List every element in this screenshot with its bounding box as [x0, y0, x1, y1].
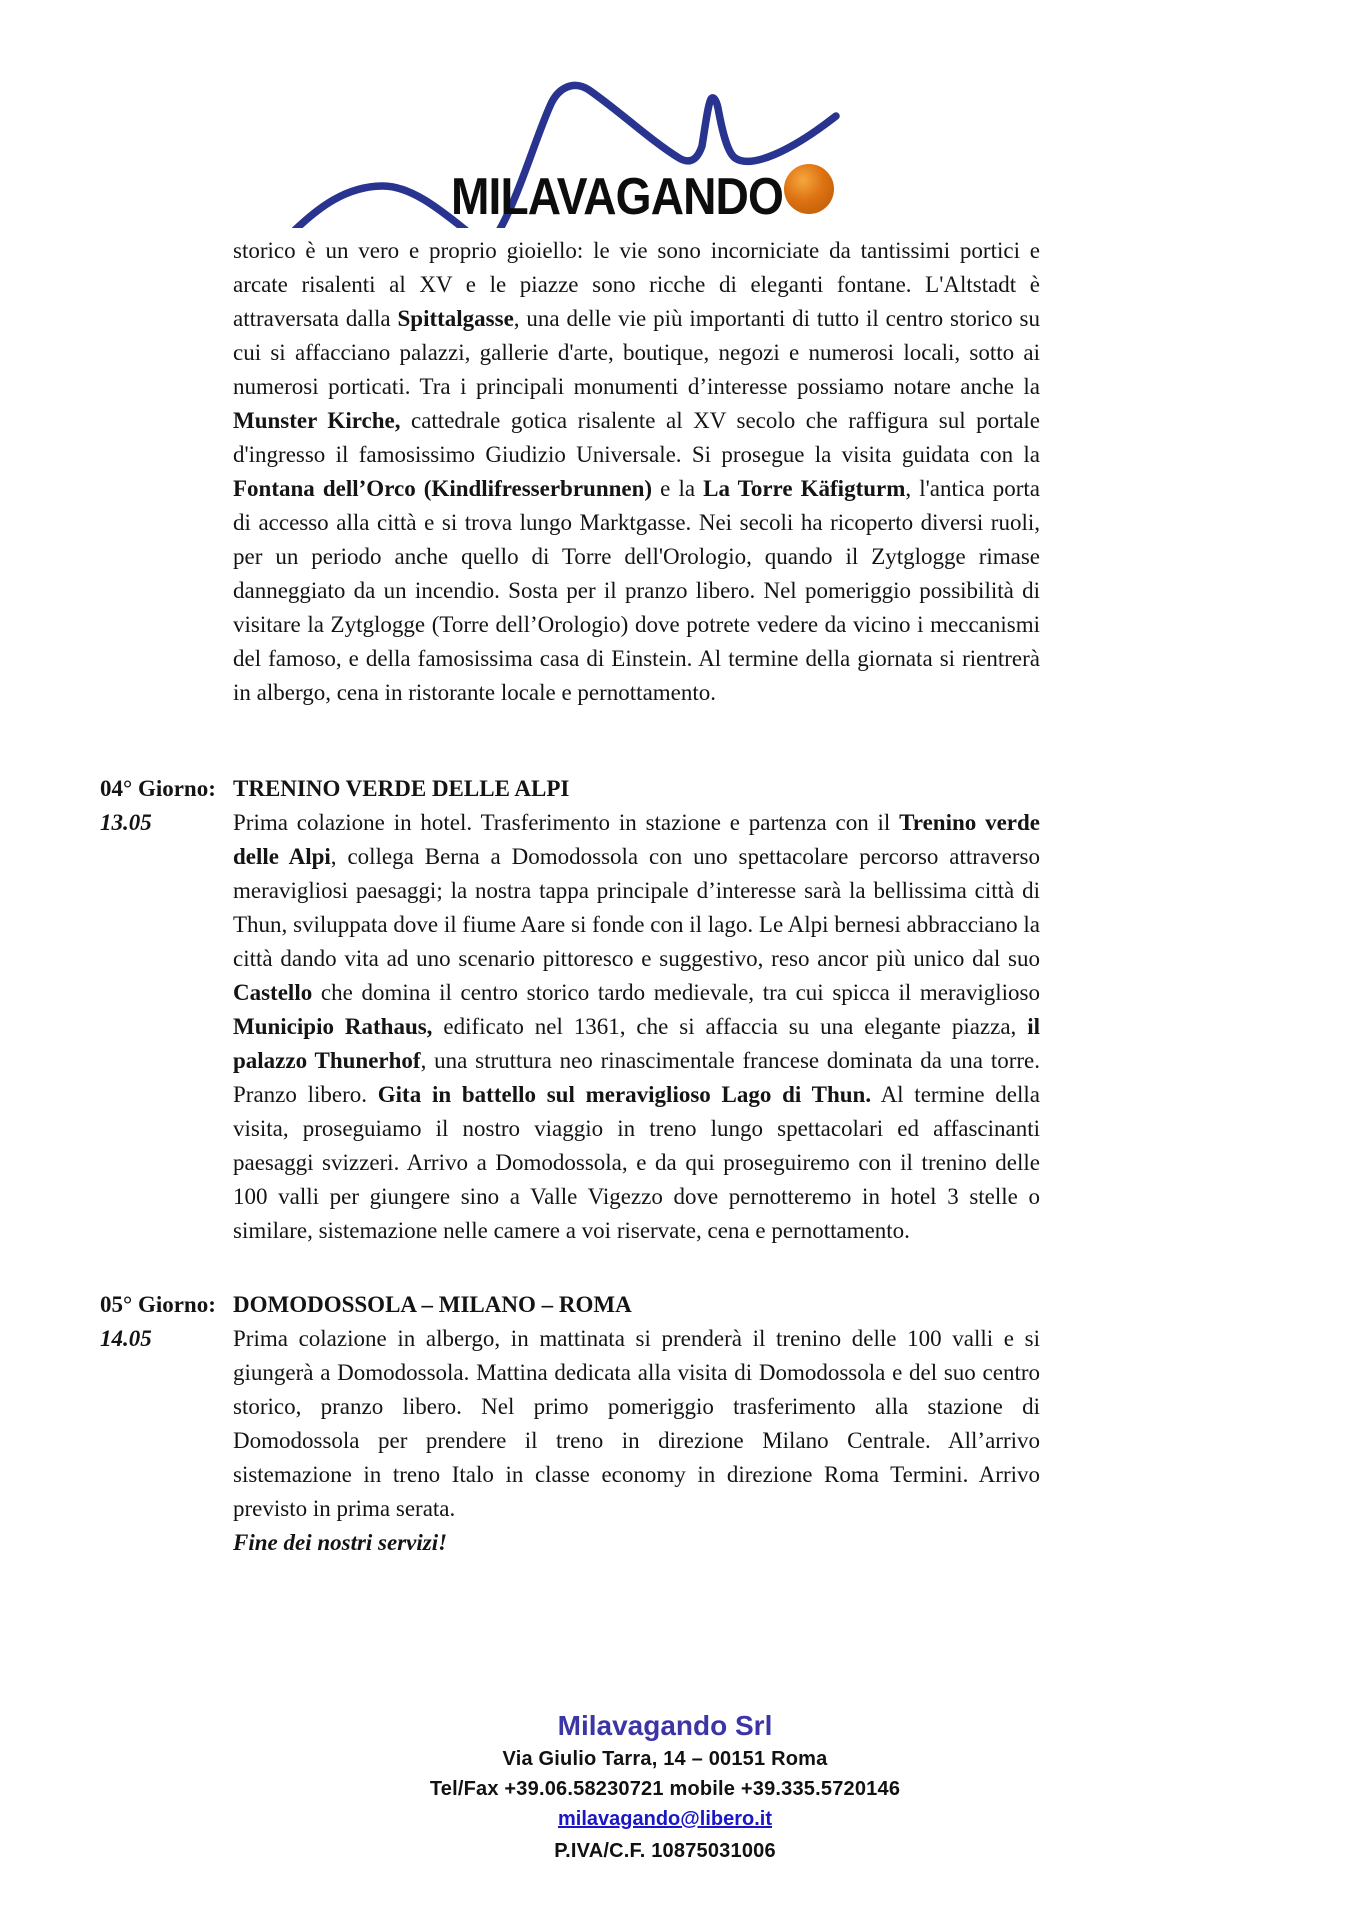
- section-day-04: [100, 772, 1040, 1248]
- day-05-content: [233, 1288, 1040, 1560]
- day-04-content: [233, 772, 1040, 1248]
- day-04-labels: [100, 772, 233, 840]
- document-body: [0, 234, 1040, 1560]
- footer: [0, 1708, 1330, 1866]
- day-04-paragraph: Prima colazione in hotel. Trasferimento in stazione e partenza con il Trenino verde delle Alpi, collega Berna a Domodossola con uno spettacolare percorso attraverso meravigliosi paesaggi; la nostra tappa principale d’interesse sarà la bellissima città di Thun, sviluppata dove il fiume Aare si fonde con il lago. Le Alpi bernesi abbracciano la città dando vita ad uno scenario pittoresco e suggestivo, reso ancor più unico dal suo Castello che domina il centro storico tardo medievale, tra cui spicca il meraviglioso Municipio Rathaus, edificato nel 1361, che si affaccia su una elegante piazza, il palazzo Thunerhof, una struttura neo rinascimentale francese dominata da una torre. Pranzo libero. Gita in battello sul meraviglioso Lago di Thun. Al termine della visita, proseguiamo il nostro viaggio in treno lungo spettacolari ed affascinanti paesaggi svizzeri. Arrivo a Domodossola, e da qui proseguiremo con il trenino delle 100 valli per giungere sino a Valle Vigezzo dove pernotteremo in hotel 3 stelle o similare, sistemazione nelle camere a voi riservate, cena e pernottamento.: [233, 810, 1040, 1243]
- footer-address: Via Giulio Tarra, 14 – 00151 Roma: [502, 1748, 828, 1770]
- logo-text: MILAVAGANDO: [451, 168, 783, 226]
- footer-company-name: Milavagando Srl: [557, 1710, 773, 1741]
- day-04-date: 13.05: [100, 810, 152, 835]
- footer-phone: Tel/Fax +39.06.58230721 mobile +39.335.5720146: [429, 1778, 901, 1800]
- day-05-paragraph: Prima colazione in albergo, in mattinata si prenderà il trenino delle 100 valli e si giungerà a Domodossola. Mattina dedicata alla visita di Domodossola e del suo centro storico, pranzo libero. Nel primo pomeriggio trasferimento alla stazione di Domodossola per prendere il treno in direzione Milano Centrale. All’arrivo sistemazione in treno Italo in classe economy in direzione Roma Termini. Arrivo previsto in prima serata.: [233, 1326, 1040, 1521]
- logo: [288, 60, 848, 228]
- day-05-number: 05° Giorno:: [100, 1292, 216, 1317]
- day-05-title: DOMODOSSOLA – MILANO – ROMA: [233, 1292, 632, 1317]
- day-05-labels: [100, 1288, 233, 1356]
- footer-vat: P.IVA/C.F. 10875031006: [554, 1840, 776, 1862]
- intro-paragraph: storico è un vero e proprio gioiello: le vie sono incorniciate da tantissimi portici e arcate risalenti al XV e le piazze sono ricche di eleganti fontane. L'Altstadt è attraversata dalla Spittalgasse, una delle vie più importanti di tutto il centro storico su cui si affacciano palazzi, gallerie d'arte, boutique, negozi e numerosi locali, sotto ai numerosi porticati. Tra i principali monumenti d’interesse possiamo notare anche la Munster Kirche, cattedrale gotica risalente al XV secolo che raffigura sul portale d'ingresso il famosissimo Giudizio Universale. Si prosegue la visita guidata con la Fontana dell’Orco (Kindlifresserbrunnen) e la La Torre Käfigturm, l'antica porta di accesso alla città e si trova lungo Marktgasse. Nei secoli ha ricoperto diversi ruoli, per un periodo anche quello di Torre dell'Orologio, quando il Zytglogge rimase danneggiato da un incendio. Sosta per il pranzo libero. Nel pomeriggio possibilità di visitare la Zytglogge (Torre dell’Orologio) dove potrete vedere da vicino i meccanismi del famoso, e della famosissima casa di Einstein. Al termine della giornata si rientrerà in albergo, cena in ristorante locale e pernottamento.: [233, 238, 1041, 705]
- logo-graphic: [288, 60, 848, 228]
- logo-ball-icon: [784, 164, 834, 214]
- day-04-title: TRENINO VERDE DELLE ALPI: [233, 776, 570, 801]
- section-day-05: [100, 1288, 1040, 1560]
- day-05-date: 14.05: [100, 1326, 152, 1351]
- day-04-number: 04° Giorno:: [100, 776, 216, 801]
- footer-email-link[interactable]: milavagando@libero.it: [558, 1808, 772, 1830]
- closing-note: Fine dei nostri servizi!: [233, 1530, 448, 1555]
